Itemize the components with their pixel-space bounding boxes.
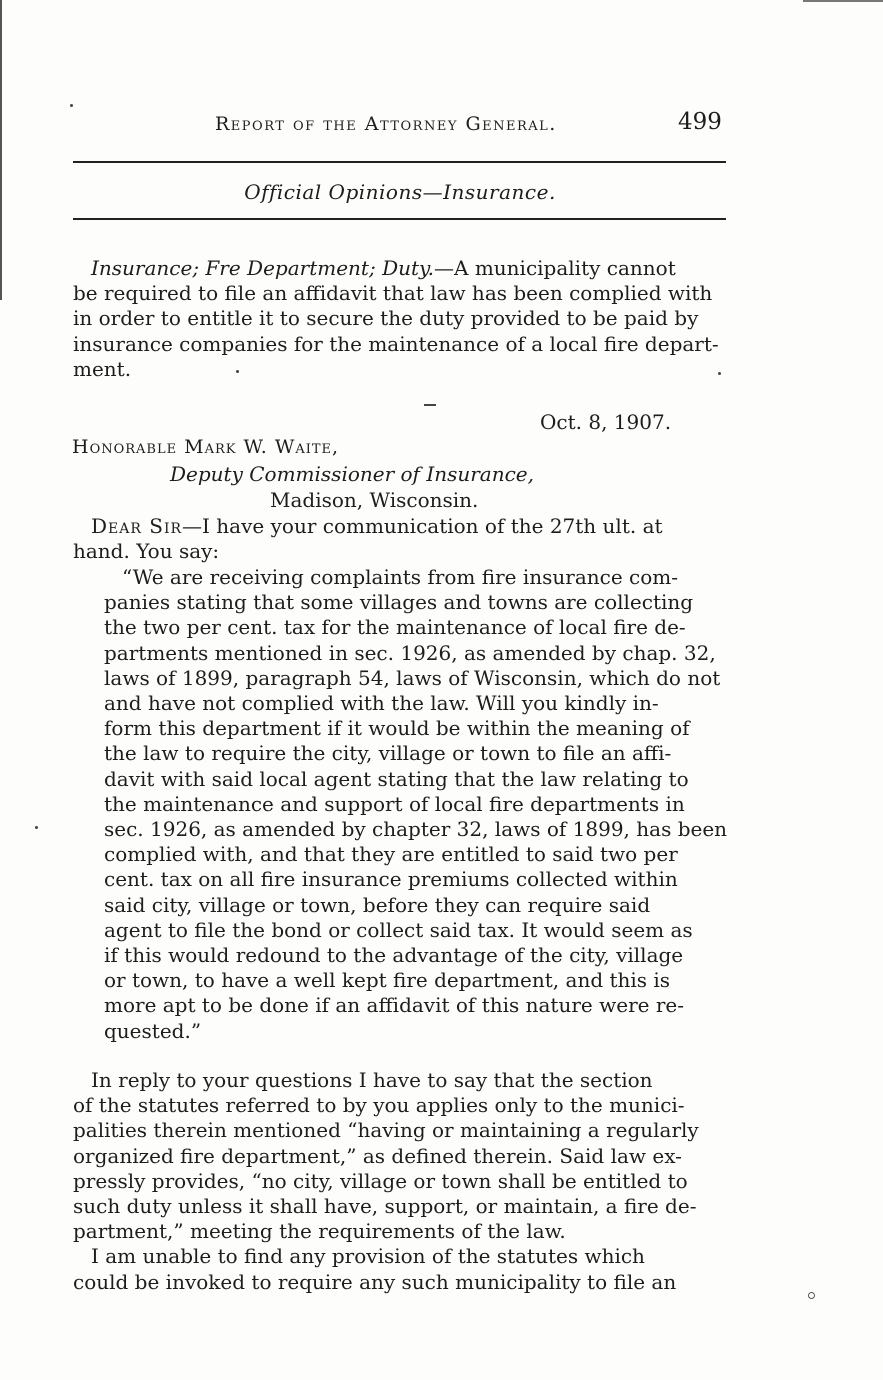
quote-line: partments mentioned in sec. 1926, as amended by chap. 32, — [104, 640, 716, 665]
addressee-name: Honorable Mark W. Waite, — [72, 436, 340, 458]
salutation-greeting: Dear Sir — [91, 514, 183, 538]
scan-speck — [236, 370, 239, 373]
salutation — [73, 514, 721, 564]
letter-date: Oct. 8, 1907. — [540, 410, 672, 434]
quote-line: complied with, and that they are entitled to said two per — [104, 842, 678, 867]
quote-line: and have not complied with the law. Will you kindly in- — [104, 691, 659, 716]
bottom-rule — [73, 218, 726, 220]
quote-line: the law to require the city, village or town to file an affi- — [104, 741, 672, 766]
reply-line: In reply to your questions I have to say that the section — [91, 1068, 653, 1092]
quote-line: more apt to be done if an affidavit of this nature were re- — [104, 993, 684, 1018]
quote-line: “We are receiving complaints from fire insurance com- — [122, 565, 678, 589]
quote-line: the two per cent. tax for the maintenance of local fire de- — [104, 615, 686, 640]
syllabus-lead: Insurance; Fre Department; Duty. — [91, 256, 435, 280]
syllabus-line: in order to entitle it to secure the duty provided to be paid by — [73, 306, 699, 331]
reply-line: of the statutes referred to by you applies only to the munici- — [73, 1093, 685, 1118]
syllabus-line — [73, 256, 723, 281]
scan-speck — [35, 826, 38, 829]
quoted-letter — [104, 565, 728, 1044]
scan-edge-left — [0, 0, 2, 300]
quote-line: panies stating that some villages and towns are collecting — [104, 590, 694, 615]
scan-speck — [424, 404, 436, 406]
reply-line: such duty unless it shall have, support, or maintain, a fire de- — [73, 1194, 697, 1219]
scan-speck — [718, 372, 721, 375]
reply-body — [73, 1068, 721, 1295]
page-header — [0, 109, 883, 143]
salutation-text: —I have your communication of the 27th ult. at — [182, 514, 663, 538]
quote-line: the maintenance and support of local fire departments in — [104, 791, 685, 816]
reply-line: could be invoked to require any such municipality to file an — [73, 1269, 677, 1294]
quote-line: sec. 1926, as amended by chapter 32, laws of 1899, has been — [104, 817, 728, 842]
page-number: 499 — [678, 109, 722, 135]
reply-line: pressly provides, “no city, village or town shall be entitled to — [73, 1168, 688, 1193]
quote-line: davit with said local agent stating that the law relating to — [104, 766, 689, 791]
quote-line: form this department if it would be within the meaning of — [104, 716, 690, 741]
reply-line: I am unable to find any provision of the statutes which — [91, 1244, 645, 1269]
quote-line: or town, to have a well kept fire department, and this is — [104, 968, 671, 993]
top-rule — [73, 161, 726, 163]
syllabus-line: be required to file an affidavit that law has been complied with — [73, 281, 713, 306]
quote-line: laws of 1899, paragraph 54, laws of Wisconsin, which do not — [104, 665, 721, 690]
addressee-place: Madison, Wisconsin. — [270, 488, 479, 512]
reply-line: organized fire department,” as defined therein. Said law ex- — [73, 1143, 682, 1168]
salutation-line-2: hand. You say: — [73, 539, 220, 564]
syllabus-line-text: —A municipality cannot — [434, 256, 676, 280]
quote-line: agent to file the bond or collect said tax. It would seem as — [104, 917, 693, 942]
scan-edge-top — [803, 0, 883, 2]
running-title: Report of the Attorney General. — [215, 113, 557, 135]
quote-line: quested.” — [104, 1018, 202, 1043]
reply-line: partment,” meeting the requirements of the law. — [73, 1219, 566, 1244]
scan-speck — [70, 104, 73, 107]
syllabus-line: insurance companies for the maintenance of a local fire depart- — [73, 331, 719, 356]
scan-speck — [808, 1292, 815, 1299]
quote-line: cent. tax on all fire insurance premiums collected within — [104, 867, 678, 892]
quote-line: said city, village or town, before they can require said — [104, 892, 651, 917]
syllabus-line: ment. — [73, 356, 132, 381]
quote-line: if this would redound to the advantage of the city, village — [104, 943, 684, 968]
section-title: Official Opinions—Insurance. — [244, 180, 556, 204]
salutation-line — [73, 514, 721, 539]
addressee-title: Deputy Commissioner of Insurance, — [170, 462, 535, 486]
syllabus — [73, 256, 723, 382]
reply-line: palities therein mentioned “having or maintaining a regularly — [73, 1118, 699, 1143]
